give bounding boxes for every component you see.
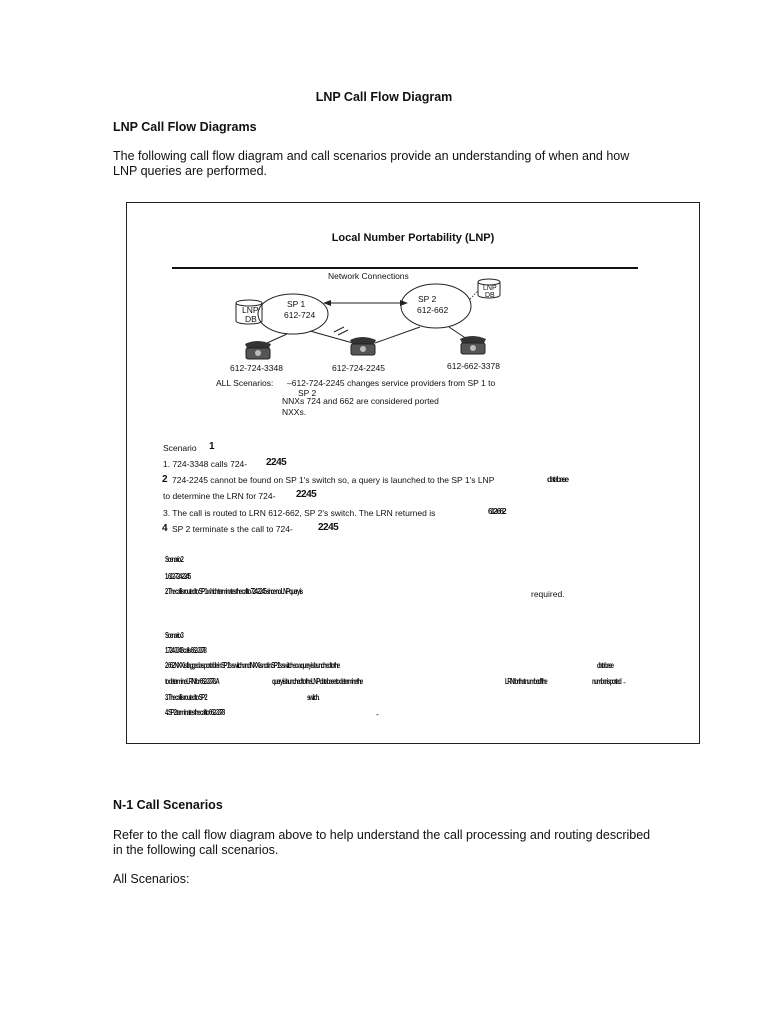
line-sp2-phone2 <box>375 327 420 343</box>
sp1-name: SP 1 <box>287 299 306 309</box>
sp2-name: SP 2 <box>418 294 437 304</box>
s3-line3-end: number is ported <box>592 677 621 686</box>
s1-line5: SP 2 terminate s the call to 724- <box>172 524 293 534</box>
s1-line1-num: 2245 <box>266 457 287 468</box>
intro-paragraph-line-1: The following call flow diagram and call scenarios provide an understanding of when and how <box>113 149 630 163</box>
figure-title: Local Number Portability (LNP) <box>331 232 495 244</box>
telephone-icon-3 <box>460 336 486 354</box>
s1-line4-num: 612-662 <box>488 507 505 516</box>
lnp-db-right-label-1: LNP <box>483 285 497 292</box>
lnp-db-left-label-1: LNP <box>242 305 259 315</box>
s3-line1: 1 724-3348 calls 662-3378 <box>165 646 206 655</box>
n1-paragraph-line-1: Refer to the call flow diagram above to help understand the call processing and routing described <box>113 828 651 842</box>
n1-paragraph-line-2: in the following call scenarios. <box>113 843 279 857</box>
s3-line2-end: database <box>597 661 613 670</box>
s1-line5-num2: 2245 <box>318 522 339 533</box>
telephone-icon-1 <box>245 341 271 359</box>
lnp-db-left-label-2: DB <box>245 314 257 324</box>
all-scenarios-text-1: –612-724-2245 changes service providers from SP 1 to <box>287 378 496 388</box>
s1-line2-end: database <box>547 475 568 484</box>
scenario1-label: Scenario <box>163 443 197 453</box>
s3-line5: 4. SP 2 terminates the call to 662-3378 <box>165 708 225 717</box>
telephone-icon-2 <box>350 337 376 355</box>
s1-line5-num: 4 <box>162 523 168 534</box>
s2-line2-end: required. <box>531 589 565 599</box>
phone2-number: 612-724-2245 <box>332 363 385 373</box>
s1-line2-num: 2 <box>162 474 168 485</box>
section-heading-n1: N-1 Call Scenarios <box>113 798 223 812</box>
line-sp1-phone1 <box>267 334 287 343</box>
cut-mark-1 <box>334 327 344 332</box>
s1-line3: to determine the LRN for 724- <box>163 491 276 501</box>
db-link-right <box>470 291 478 299</box>
figure-rule <box>172 267 638 269</box>
phone3-number: 612-662-3378 <box>447 361 500 371</box>
s1-line3-num: 2245 <box>296 489 317 500</box>
section-heading-call-flow: LNP Call Flow Diagrams <box>113 120 257 134</box>
scenario2-label: Scenario 2 <box>165 555 183 564</box>
s3-line3-mid: query is launched to the LNP database to determine the <box>272 677 363 686</box>
lnp-figure <box>126 202 700 744</box>
s3-line4: 3. The call is routed to SP 2 <box>165 693 207 702</box>
page-title: LNP Call Flow Diagram <box>315 90 453 104</box>
all-scenarios-text-3: NXXs. <box>282 407 307 417</box>
s3-line3: to determine LRN for 662-3378. A <box>165 677 219 686</box>
lnp-db-right-label-2: DB <box>485 292 495 299</box>
all-scenarios-text-1b: SP 2 <box>298 388 317 398</box>
s3-line3-dash: - <box>623 677 626 687</box>
scenario1-number: 1 <box>209 441 215 452</box>
all-scenarios-text-2: NNXs 724 and 662 are considered ported <box>282 396 439 406</box>
phone1-number: 612-724-3348 <box>230 363 283 373</box>
line-sp2-phone3 <box>449 327 467 339</box>
network-connections-label: Network Connections <box>328 271 409 281</box>
s3-line3-mid2: LRN for that number. If the <box>505 677 547 686</box>
s3-line5-dash: - <box>376 709 379 719</box>
sp2-nxx: 612-662 <box>417 305 449 315</box>
sp1-nxx: 612-724 <box>284 310 316 320</box>
all-scenarios-heading: All Scenarios: <box>113 872 190 886</box>
s3-line2: 2. 662 NXX is flagged as portable in SP 1's switch and NXX is not in SP 1's switch so a query is launched to the <box>165 661 340 670</box>
cut-mark-2 <box>338 330 348 335</box>
s2-line2: 2. The call is routed to SP 1 which terminates the call to 724-2245 since no LNP query is <box>165 587 303 596</box>
scenario3-label: Scenario 3 <box>165 631 183 640</box>
all-scenarios-label: ALL Scenarios: <box>216 378 274 388</box>
s1-line4: 3. The call is routed to LRN 612-662, SP 2's switch. The LRN returned is <box>163 508 436 518</box>
s1-line1: 1. 724-3348 calls 724- <box>163 459 248 469</box>
s3-line4-end: switch. <box>307 693 319 702</box>
s2-line1: 1. 612-724-2245 <box>165 572 190 581</box>
s1-line2: 724-2245 cannot be found on SP 1's switch so, a query is launched to the SP 1's LNP <box>172 475 495 485</box>
intro-paragraph-line-2: LNP queries are performed. <box>113 164 268 178</box>
